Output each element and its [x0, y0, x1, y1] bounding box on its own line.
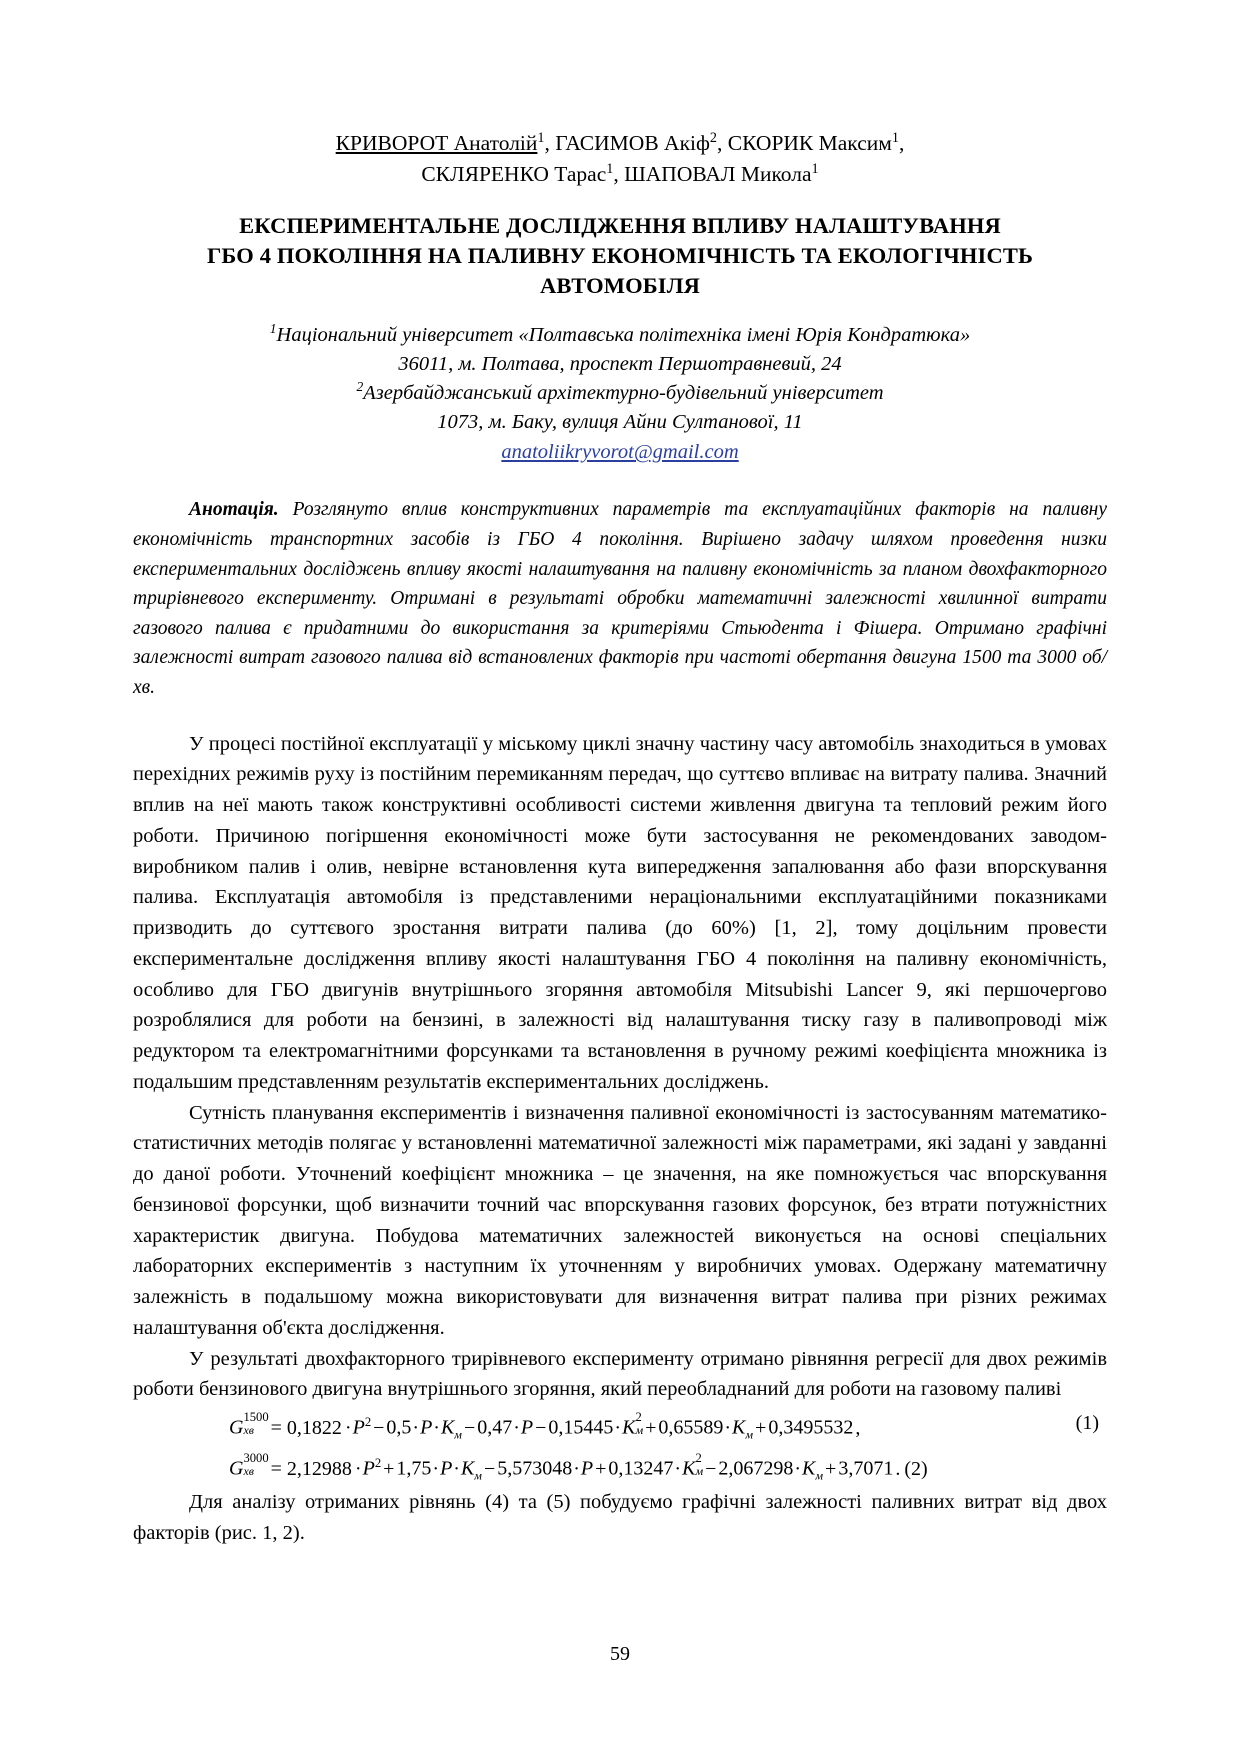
abstract-paragraph [133, 495, 1107, 702]
equation-1-subscript: хв [243, 1423, 254, 1438]
equation-1-coef-2: 0,5 [386, 1416, 412, 1439]
equation-2-k4-scripts [695, 1452, 703, 1477]
equation-1-coef-4: 0,15445 [548, 1416, 614, 1439]
equation-2-subscript: хв [243, 1464, 254, 1479]
equation-1-var-p: P [352, 1416, 365, 1439]
equation-1-sign-2: − [373, 1416, 385, 1439]
equation-1-var-k-4: K [622, 1416, 636, 1439]
equation-2-body [229, 1450, 930, 1483]
page-number: 59 [610, 1643, 630, 1665]
equation-2-row [133, 1450, 1107, 1487]
equation-1-body [229, 1409, 862, 1442]
author-separator: , [898, 131, 905, 155]
equation-2-var-k-2: K [460, 1457, 475, 1480]
equation-2-k4-power: 2 [695, 1450, 702, 1465]
equation-1-sign-6: + [755, 1416, 767, 1439]
equation-1-constant: 0,3495532 [768, 1416, 854, 1439]
author-name-kryvorot: КРИВОРОТ Анатолій [335, 131, 538, 155]
equation-2-sign-6: + [825, 1457, 837, 1480]
equation-2-sign-2: + [383, 1457, 395, 1480]
equation-1-sign-5: + [645, 1416, 657, 1439]
dot-operator-icon: · [344, 1416, 352, 1439]
author-affil-marker: 1 [891, 129, 899, 146]
equation-2-var-p-3: P [580, 1457, 594, 1480]
equation-1-var-k-2: K [440, 1416, 455, 1439]
equation-1-lhs-scripts [243, 1411, 268, 1436]
equation-1-superscript: 1500 [243, 1409, 269, 1424]
author-affil-marker: 1 [537, 129, 545, 146]
author-name-sklyarenko: СКЛЯРЕНКО Тарас [421, 161, 607, 186]
author-line-2 [133, 159, 1107, 190]
equation-1-lhs-symbol: G [229, 1416, 244, 1439]
author-name-shapoval: , ШАПОВАЛ Микола [613, 161, 812, 186]
equation-1-coef-3: 0,47 [477, 1416, 513, 1439]
affiliation-1 [133, 321, 1107, 350]
equation-2-sign-5: − [705, 1457, 717, 1480]
title-line-2: ГБО 4 ПОКОЛІННЯ НА ПАЛИВНУ ЕКОНОМІЧНІСТЬ ТА ЕКОЛОГІЧНІСТЬ [206, 242, 1034, 268]
title-line-3: АВТОМОБІЛЯ [539, 272, 701, 298]
equation-2-coef-2: 1,75 [396, 1457, 432, 1480]
author-affil-marker: 2 [709, 129, 718, 146]
equation-2-coef-5: 2,067298 [718, 1457, 794, 1480]
equation-2-superscript: 3000 [243, 1450, 269, 1465]
equation-2-k4-sub: м [695, 1464, 704, 1479]
author-name-hasymov: , ГАСИМОВ Акіф [544, 131, 710, 155]
author-name-skoryk: , СКОРИК Максим [717, 131, 892, 155]
equation-2-equals-coef: = 2,12988 [270, 1457, 352, 1480]
equation-1-k4-sub: м [635, 1423, 644, 1438]
equation-2-k-sub-5: м [815, 1468, 824, 1483]
equation-1-var-p-2: P [420, 1416, 433, 1439]
affiliation-2 [133, 379, 1107, 408]
equation-1-sign-4: − [535, 1416, 547, 1439]
affiliation-block [133, 321, 1107, 468]
equation-2-sign-4: + [595, 1457, 607, 1480]
dot-operator-icon: · [794, 1457, 802, 1480]
dot-operator-icon: · [412, 1416, 420, 1439]
equation-2-coef-4: 0,13247 [608, 1457, 674, 1480]
equation-2-lhs-symbol: G [229, 1457, 244, 1480]
equation-2-var-k-4: K [682, 1457, 696, 1480]
equation-1-coef-5: 0,65589 [658, 1416, 724, 1439]
equation-1-var-k-5: K [732, 1416, 746, 1439]
equation-2-lhs-scripts [243, 1452, 268, 1477]
equation-2-coef-3: 5,573048 [497, 1457, 573, 1480]
affiliation-1-address: 36011, м. Полтава, проспект Першотравневий, 24 [398, 352, 842, 375]
affiliation-2-address: 1073, м. Баку, вулиця Айни Султанової, 11 [437, 411, 803, 434]
body-paragraph-1: У процесі постійної експлуатації у міському циклі значну частину часу автомобіль знаходиться в умовах перехідних режимів руху із постійним перемиканням передач, що суттєво впливає на витрату палива. Значний вплив на неї мають також конструктивні особливості системи живлення двигуна та тепловий режим його роботи. Причиною погіршення економічності може бути застосування не рекомендованих заводом-виробником палив і олив, невірне встановлення кута випередження запалювання або фази впорскування палива. Експлуатація автомобіля із представленими нераціональними експлуатаційними показниками призводить до суттєвого зростання витрати палива (до 60%) [1, 2], тому доцільним провести експериментальне дослідження впливу якості налаштування ГБО 4 покоління на паливну економічність, особливо для ГБО двигунів внутрішнього згоряння автомобіля Mitsubishi Lancer 9, які першочергово розроблялися для роботи на бензині, в залежності від налаштування тиску газу в паливопроводі між редуктором та електромагнітними форсунками та встановлення в ручному режимі коефіцієнта множника із подальшим представленням результатів експериментальних досліджень. [133, 732, 1107, 1093]
dot-operator-icon: · [354, 1457, 362, 1480]
equation-1-tail-punct: , [855, 1416, 861, 1439]
abstract-label: Анотація. [189, 499, 279, 521]
equation-2-sign-3: − [483, 1457, 496, 1480]
equation-2-number: (2) [904, 1457, 928, 1480]
equation-2-constant: 3,7071 [838, 1457, 894, 1480]
equation-1-var-p-3: P [520, 1416, 534, 1439]
body-paragraph-2: Сутність планування експериментів і визначення паливної економічності із застосуванням математико-статистичних методів полягає у встановленні математичної залежності між параметрами, які задані у завданні до даної роботи. Уточнений коефіцієнт множника – це значення, на яке помножується час впорскування бензинової форсунки, щоб визначити точний час впорскування газових форсунок, без втрати потужністних характеристик двигуна. Побудова математичних залежностей виконується на основі спеціальних лабораторних експериментів з наступним їх уточненням у виробничих умовах. Одержану математичну залежність в подальшому можна використовувати для визначення витрат палива при різних режимах налаштування об'єкта дослідження. [133, 1101, 1107, 1339]
equation-1-number: (1) [1075, 1412, 1099, 1435]
dot-operator-icon: · [453, 1457, 460, 1480]
affiliation-1-name: Національний університет «Полтавська політехніка імені Юрія Кондратюка» [276, 323, 971, 346]
equation-1-sign-3: − [463, 1416, 476, 1439]
body-paragraph-4: Для аналізу отриманих рівнянь (4) та (5) побудуємо графічні залежності паливних витрат від двох факторів (рис. 1, 2). [133, 1491, 1107, 1544]
email-line [133, 438, 1107, 467]
equation-1-k4-power: 2 [635, 1409, 642, 1424]
author-line-1 [133, 128, 1107, 159]
dot-operator-icon: · [432, 1457, 440, 1480]
equation-1-row [133, 1409, 1107, 1446]
affiliation-2-name: Азербайджанський архітектурно-будівельний університет [363, 382, 884, 405]
equation-2-k-sub-2: м [474, 1468, 482, 1483]
page-title [133, 211, 1107, 301]
equation-1-k4-scripts [635, 1411, 643, 1436]
author-affil-marker: 1 [811, 160, 819, 177]
equation-2-var-k-5: K [802, 1457, 816, 1480]
equation-2-tail-punct: . [895, 1457, 901, 1480]
equation-2-var-p-2: P [440, 1457, 453, 1480]
author-list [133, 128, 1107, 189]
equation-1-equals-coef: = 0,1822 [270, 1416, 342, 1439]
equation-2-p-power: 2 [374, 1456, 382, 1471]
dot-operator-icon: · [433, 1416, 440, 1439]
author-affil-marker: 1 [606, 160, 614, 177]
contact-email-link[interactable]: anatoliikryvorot@gmail.com [501, 441, 739, 464]
dot-operator-icon: · [573, 1457, 580, 1480]
abstract-text: Розглянуто вплив конструктивних параметрів та експлуатаційних факторів на паливну економічність транспортних засобів із ГБО 4 покоління. Вирішено задачу шляхом проведення низки експериментальних досліджень впливу якості налаштування на паливну економічність за планом двохфакторного трирівневого експерименту. Отримані в результаті обробки математичні залежності хвилинної витрати газового палива є придатними до використання за критеріями Стьюдента і Фішера. Отримано графічні залежності витрат газового палива від встановлених факторів при частоті обертання двигуна 1500 та 3000 об/хв. [133, 499, 1107, 699]
dot-operator-icon: · [724, 1416, 732, 1439]
affiliation-marker-2: 2 [356, 379, 364, 395]
equation-1-k-sub-5: м [745, 1427, 754, 1442]
dot-operator-icon: · [614, 1416, 622, 1439]
affiliation-marker-1: 1 [269, 320, 277, 336]
equation-2-var-p: P [362, 1457, 375, 1480]
body-paragraph-3: У результаті двохфакторного трирівневого експерименту отримано рівняння регресії для двох режимів роботи бензинового двигуна внутрішнього згоряння, який переобладнаний для роботи на газовому паливі [133, 1347, 1107, 1401]
dot-operator-icon: · [674, 1457, 682, 1480]
equation-1-p-power: 2 [364, 1415, 372, 1430]
dot-operator-icon: · [513, 1416, 520, 1439]
equation-1-k-sub-2: м [454, 1427, 462, 1442]
title-line-1: ЕКСПЕРИМЕНТАЛЬНЕ ДОСЛІДЖЕННЯ ВПЛИВУ НАЛАШТУВАННЯ [239, 213, 1001, 239]
